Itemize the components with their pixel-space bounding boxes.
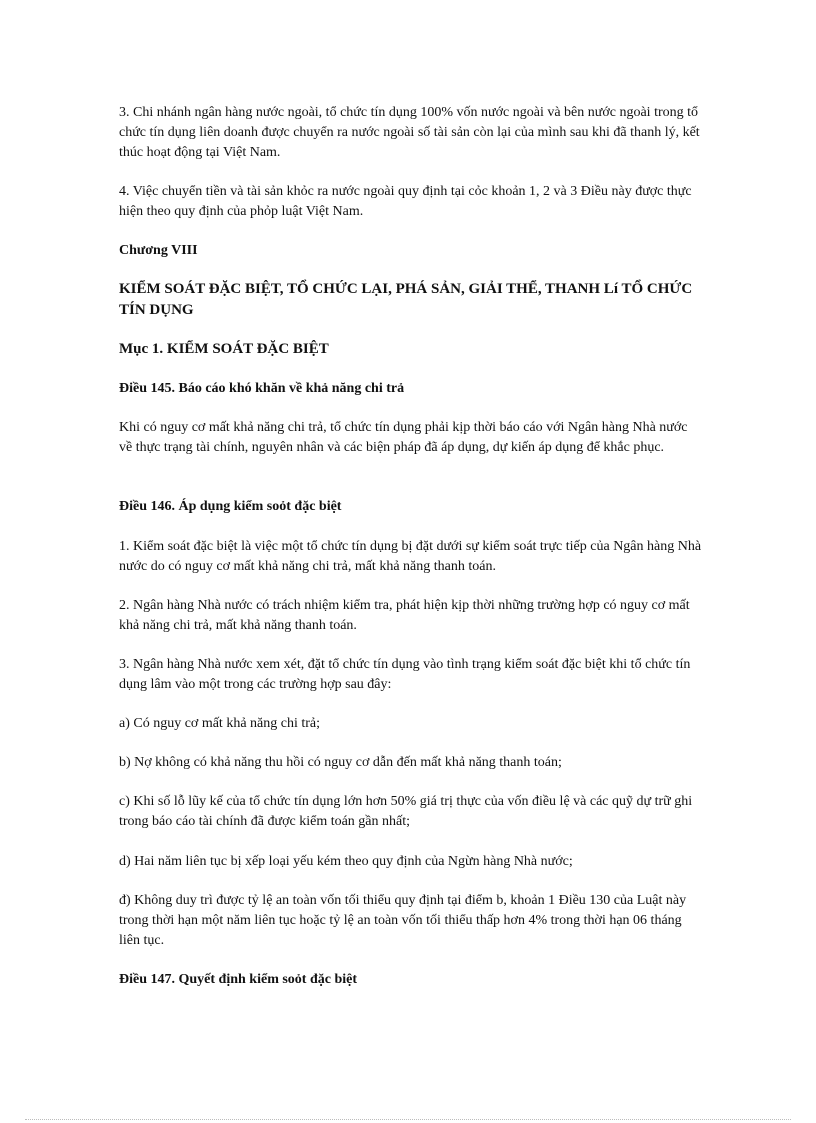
list-item-a: a) Có nguy cơ mất khả năng chi trả; xyxy=(119,716,321,731)
article-146-title: Điều 146. Áp dụng kiểm soỏt đặc biệt xyxy=(119,499,342,514)
list-item-c: c) Khi số lỗ lũy kế của tổ chức tín dụng lớn hơn 50% giá trị thực của vốn điều lệ và các quỹ dự trữ ghi trong báo cáo tài chính đã được kiểm toán gần nhất; xyxy=(119,794,693,829)
article-146-clause-1: 1. Kiểm soát đặc biệt là việc một tổ chức tín dụng bị đặt dưới sự kiểm soát trực tiếp của Ngân hàng Nhà nước do có nguy cơ mất khả năng chi trả, mất khả năng thanh toán. xyxy=(119,539,702,574)
article-147-title: Điều 147. Quyết định kiểm soỏt đặc biệt xyxy=(119,972,358,987)
chapter-label: Chương VIII xyxy=(119,243,198,258)
paragraph-clause-4: 4. Việc chuyển tiền và tài sản khỏc ra nước ngoài quy định tại cỏc khoản 1, 2 và 3 Điều này được thực hiện theo quy định của phỏp luật Việt Nam. xyxy=(119,184,692,219)
page-bottom-border xyxy=(25,1119,791,1120)
list-item-d: d) Hai năm liên tục bị xếp loại yếu kém theo quy định của Ngừn hàng Nhà nước; xyxy=(119,854,573,869)
chapter-title: KIỂM SOÁT ĐẶC BIỆT, TỔ CHỨC LẠI, PHÁ SẢN, GIẢI THỂ, THANH Lí TỔ CHỨC TÍN DỤNG xyxy=(119,281,693,318)
section-title: Mục 1. KIỂM SOÁT ĐẶC BIỆT xyxy=(119,341,329,357)
list-item-b: b) Nợ không có khả năng thu hồi có nguy cơ dẫn đến mất khả năng thanh toán; xyxy=(119,755,562,770)
list-item-dd: đ) Không duy trì được tỷ lệ an toàn vốn tối thiểu quy định tại điểm b, khoản 1 Điều 130 của Luật này trong thời hạn một năm liên tục hoặc tỷ lệ an toàn vốn tối thiểu thấp hơn 4% trong thời hạn 06 tháng liên tục. xyxy=(119,893,687,948)
article-146-clause-2: 2. Ngân hàng Nhà nước có trách nhiệm kiểm tra, phát hiện kịp thời những trường hợp có nguy cơ mất khả năng chi trả, mất khả năng thanh toán. xyxy=(119,598,690,633)
article-146-clause-3: 3. Ngân hàng Nhà nước xem xét, đặt tổ chức tín dụng vào tình trạng kiểm soát đặc biệt khi tổ chức tín dụng lâm vào một trong các trường hợp sau đây: xyxy=(119,657,691,692)
article-145-body: Khi có nguy cơ mất khả năng chi trả, tổ chức tín dụng phải kịp thời báo cáo với Ngân hàng Nhà nước về thực trạng tài chính, nguyên nhân và các biện pháp đã áp dụng, dự kiến áp dụng để khắc phục. xyxy=(119,420,688,455)
paragraph-clause-3: 3. Chi nhánh ngân hàng nước ngoài, tổ chức tín dụng 100% vốn nước ngoài và bên nước ngoài trong tổ chức tín dụng liên doanh được chuyển ra nước ngoài số tài sản còn lại của mình sau khi đã thanh lý, kết thúc hoạt động tại Việt Nam. xyxy=(119,105,700,160)
article-145-title: Điều 145. Báo cáo khó khăn về khả năng chi trả xyxy=(119,381,405,396)
